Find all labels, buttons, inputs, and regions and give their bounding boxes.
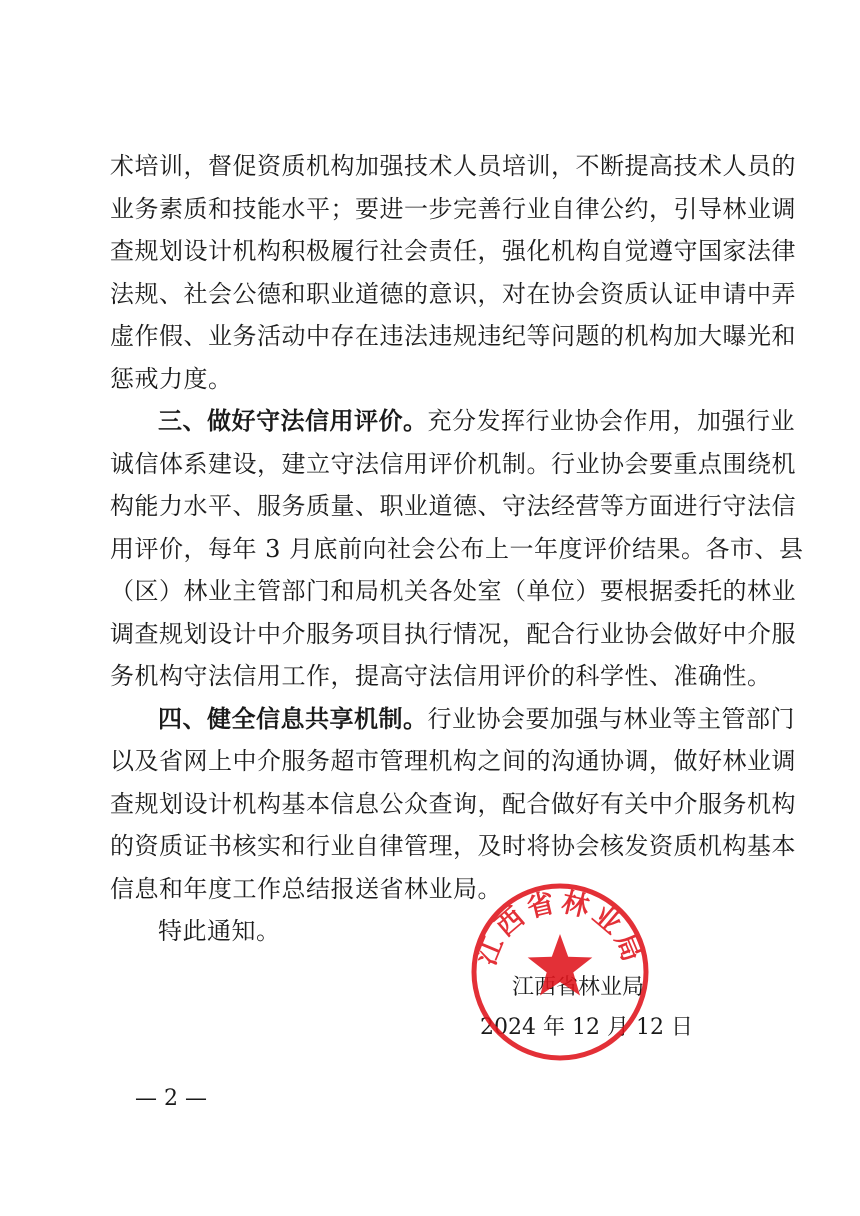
- issuing-organization: 江西省林业局: [512, 975, 645, 1000]
- issue-date: 2024 年 12 月 12 日: [480, 1015, 693, 1040]
- body-line: 查规划设计机构基本信息公众查询，配合做好有关中介服务机构: [110, 789, 796, 818]
- closing-line: 特此通知。: [158, 917, 281, 945]
- body-line: 的资质证书核实和行业自律管理，及时将协会核发资质机构基本: [110, 832, 796, 860]
- page-number: — 2 —: [135, 1086, 207, 1111]
- body-line: 以及省网上中介服务超市管理机构之间的沟通协调，做好林业调: [110, 747, 796, 775]
- body-line: 务机构守法信用工作，提高守法信用评价的科学性、准确性。: [110, 662, 772, 690]
- body-line: 虚作假、业务活动中存在违法违规违纪等问题的机构加大曝光和: [110, 322, 796, 350]
- body-line: （区）林业主管部门和局机关各处室（单位）要根据委托的林业: [110, 577, 796, 605]
- section-4-first-line: [110, 698, 795, 741]
- official-seal-stamp: [470, 882, 650, 1062]
- seal-ring-text: 江西省林业局: [470, 886, 650, 970]
- body-line: 信息和年度工作总结报送省林业局。: [110, 874, 502, 903]
- body-line: 术培训，督促资质机构加强技术人员培训，不断提高技术人员的: [110, 152, 796, 180]
- body-line: 诚信体系建设，建立守法信用评价机制。行业协会要重点围绕机: [110, 449, 796, 478]
- body-line: 用评价，每年 3 月底前向社会公布上一年度评价结果。各市、县: [110, 534, 804, 563]
- body-line: 调查规划设计中介服务项目执行情况，配合行业协会做好中介服: [110, 619, 796, 648]
- seal-star-icon: [528, 934, 593, 996]
- body-line: 构能力水平、服务质量、职业道德、守法经营等方面进行守法信: [110, 492, 796, 520]
- body-line: 法规、社会公德和职业道德的意识，对在协会资质认证申请中弄: [110, 279, 796, 308]
- section-3-first-line: [110, 400, 795, 443]
- section-4-heading: 四、健全信息共享机制。: [158, 704, 428, 733]
- section-3-heading: 三、做好守法信用评价。: [158, 407, 428, 435]
- body-line: 惩戒力度。: [110, 364, 233, 393]
- section-4-first-text: 行业协会要加强与林业等主管部门: [427, 704, 795, 733]
- body-line: 业务素质和技能水平；要进一步完善行业自律公约，引导林业调: [110, 194, 796, 223]
- document-body: [110, 145, 804, 953]
- section-3-first-text: 充分发挥行业协会作用，加强行业: [427, 407, 795, 435]
- body-line: 查规划设计机构积极履行社会责任，强化机构自觉遵守国家法律: [110, 237, 796, 265]
